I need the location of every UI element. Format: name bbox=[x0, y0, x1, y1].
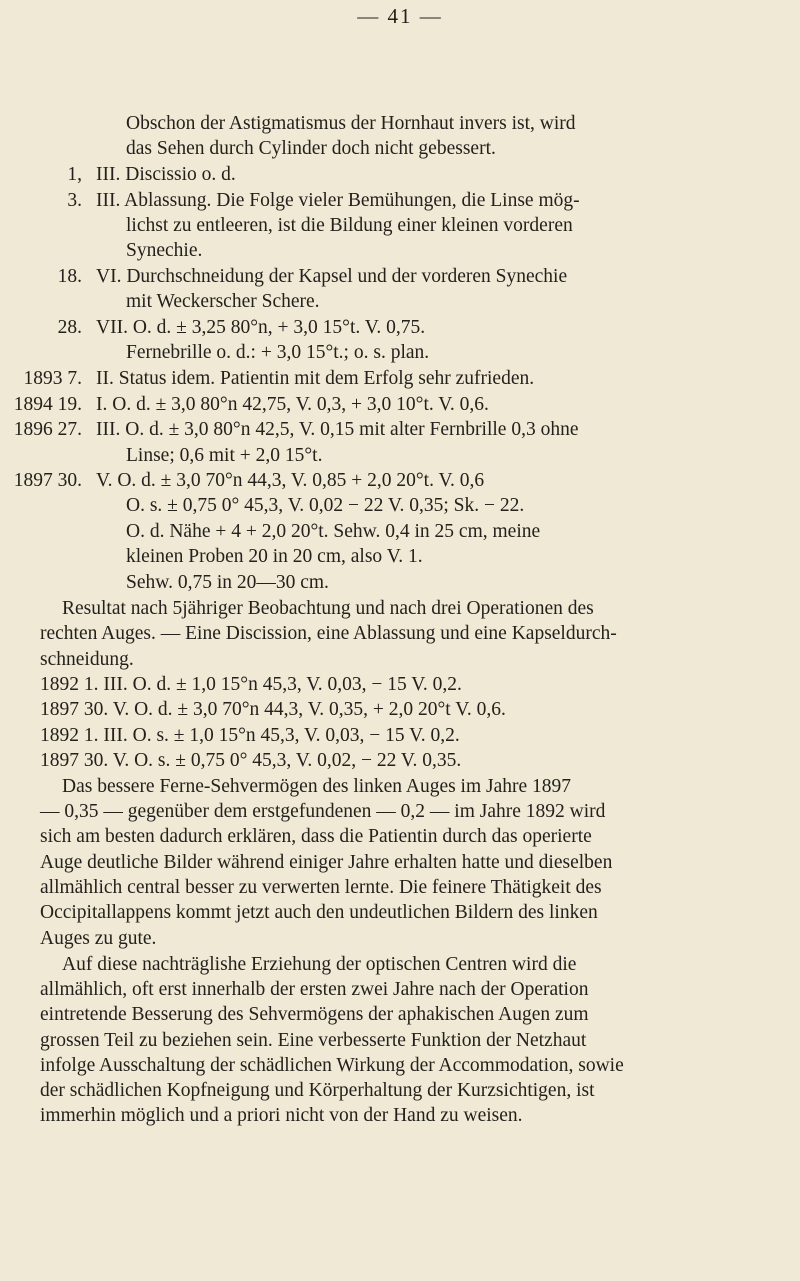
line-text: VII. O. d. ± 3,25 80°n, + 3,0 15°t. V. 0,75. bbox=[96, 317, 426, 338]
line-text: 1892 1. III. O. s. ± 1,0 15°n 45,3, V. 0,03, − 15 V. 0,2. bbox=[40, 725, 460, 746]
line-text: rechten Auges. — Eine Discission, eine Ablassung und eine Kapseldurch- bbox=[40, 623, 617, 644]
line-text: III. Discissio o. d. bbox=[96, 164, 236, 185]
line-text: der schädlichen Kopfneigung und Körperhaltung der Kurzsichtigen, ist bbox=[40, 1080, 595, 1101]
line-text: lichst zu entleeren, ist die Bildung einer kleinen vorderen bbox=[126, 215, 573, 236]
line-text: Occipitallappens kommt jetzt auch den undeutlichen Bildern des linken bbox=[40, 902, 598, 923]
line-text: III. O. d. ± 3,0 80°n 42,5, V. 0,15 mit alter Fernbrille 0,3 ohne bbox=[96, 419, 579, 440]
line-text: Auf diese nachträglishe Erziehung der optischen Centren wird die bbox=[62, 954, 577, 975]
line-text: Fernebrille o. d.: + 3,0 15°t.; o. s. plan. bbox=[126, 342, 430, 363]
entry-date: 1, bbox=[67, 164, 82, 185]
line-text: Linse; 0,6 mit + 2,0 15°t. bbox=[126, 445, 323, 466]
line-text: 1892 1. III. O. d. ± 1,0 15°n 45,3, V. 0,03, − 15 V. 0,2. bbox=[40, 674, 462, 695]
line-text: mit Weckerscher Schere. bbox=[126, 291, 320, 312]
line-text: schneidung. bbox=[40, 649, 134, 670]
line-text: O. s. ± 0,75 0° 45,3, V. 0,02 − 22 V. 0,35; Sk. − 22. bbox=[126, 495, 525, 516]
line-text: Auges zu gute. bbox=[40, 928, 157, 949]
line-text: infolge Ausschaltung der schädlichen Wirkung der Accommodation, sowie bbox=[40, 1055, 624, 1076]
line-text: VI. Durchschneidung der Kapsel und der vorderen Synechie bbox=[96, 266, 568, 287]
line-text: immerhin möglich und a priori nicht von der Hand zu weisen. bbox=[40, 1105, 523, 1126]
line-text: 1897 30. V. O. d. ± 3,0 70°n 44,3, V. 0,35, + 2,0 20°t V. 0,6. bbox=[40, 699, 506, 720]
entry-date: 28. bbox=[57, 317, 82, 338]
line-text: III. Ablassung. Die Folge vieler Bemühungen, die Linse mög- bbox=[96, 190, 580, 211]
line-text: II. Status idem. Patientin mit dem Erfolg sehr zufrieden. bbox=[96, 368, 535, 389]
entry-date: 1896 27. bbox=[13, 419, 82, 440]
line-text: Sehw. 0,75 in 20—30 cm. bbox=[126, 572, 329, 593]
line-text: kleinen Proben 20 in 20 cm, also V. 1. bbox=[126, 546, 423, 567]
line-text: Das bessere Ferne-Sehvermögen des linken Auges im Jahre 1897 bbox=[62, 776, 572, 797]
line-text: sich am besten dadurch erklären, dass die Patientin durch das operierte bbox=[40, 826, 592, 847]
line-text: — 0,35 — gegenüber dem erstgefundenen — 0,2 — im Jahre 1892 wird bbox=[40, 801, 606, 822]
entry-date: 1894 19. bbox=[13, 394, 82, 415]
line-text: V. O. d. ± 3,0 70°n 44,3, V. 0,85 + 2,0 20°t. V. 0,6 bbox=[96, 470, 485, 491]
entry-date: 1897 30. bbox=[13, 470, 82, 491]
line-text: allmählich, oft erst innerhalb der ersten zwei Jahre nach der Operation bbox=[40, 979, 589, 1000]
line-text: eintretende Besserung des Sehvermögens der aphakischen Augen zum bbox=[40, 1004, 589, 1025]
line-text: Resultat nach 5jähriger Beobachtung und nach drei Operationen des bbox=[62, 598, 594, 619]
entry-date: 1893 7. bbox=[23, 368, 82, 389]
entry-date: 18. bbox=[57, 266, 82, 287]
line-text: allmählich central besser zu verwerten lernte. Die feinere Thätigkeit des bbox=[40, 877, 602, 898]
line-text: grossen Teil zu beziehen sein. Eine verbesserte Funktion der Netzhaut bbox=[40, 1030, 587, 1051]
line-text: das Sehen durch Cylinder doch nicht gebessert. bbox=[126, 138, 496, 159]
line-text: 1897 30. V. O. s. ± 0,75 0° 45,3, V. 0,02, − 22 V. 0,35. bbox=[40, 750, 462, 771]
line-text: Obschon der Astigmatismus der Hornhaut invers ist, wird bbox=[126, 113, 576, 134]
page-number: — 41 — bbox=[357, 4, 443, 28]
line-text: I. O. d. ± 3,0 80°n 42,75, V. 0,3, + 3,0 10°t. V. 0,6. bbox=[96, 394, 489, 415]
line-text: O. d. Nähe + 4 + 2,0 20°t. Sehw. 0,4 in 25 cm, meine bbox=[126, 521, 541, 542]
entry-date: 3. bbox=[67, 190, 82, 211]
line-text: Auge deutliche Bilder während einiger Jahre erhalten hatte und dieselben bbox=[40, 852, 613, 873]
line-text: Synechie. bbox=[126, 240, 203, 261]
